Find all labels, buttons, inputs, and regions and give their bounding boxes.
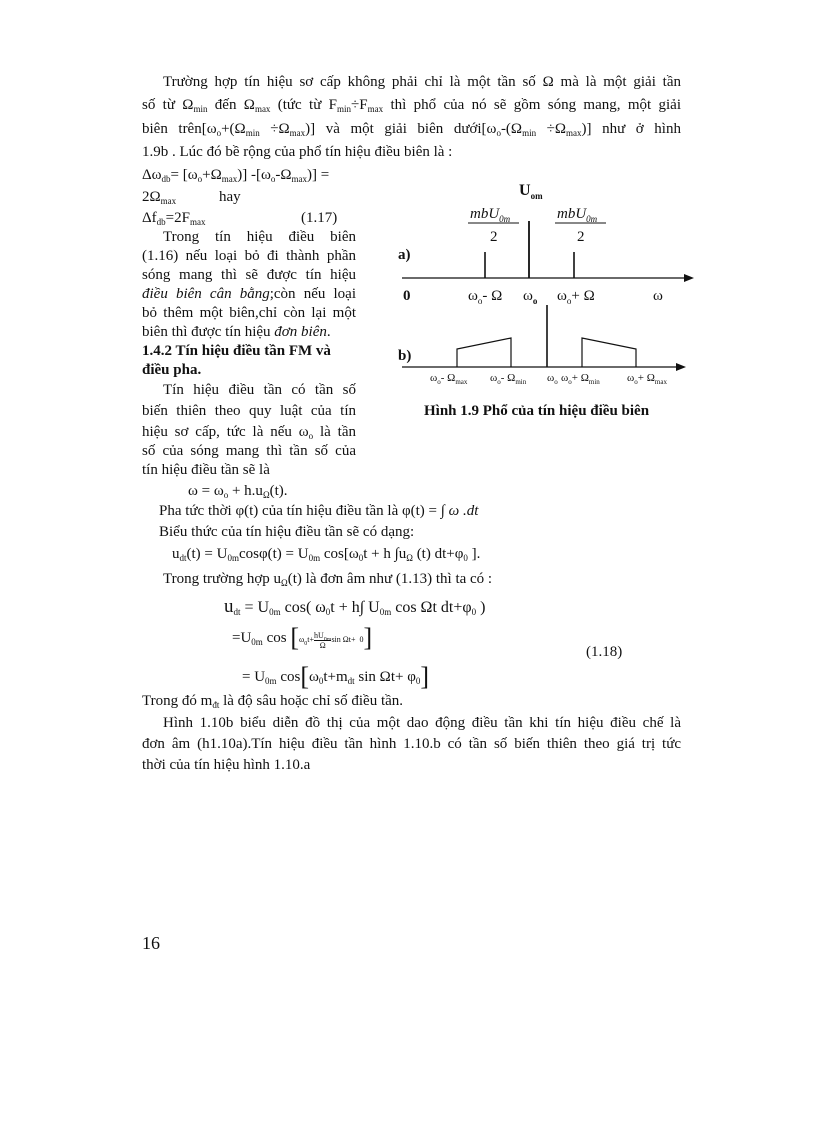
amp-label-left-den: 2 <box>490 229 498 245</box>
equation-number-117: (1.17) <box>301 210 338 226</box>
tone-case-line: Trong trường hợp $u_\Omega(t)$ là đơn âm như (1.13) thì ta có : <box>163 571 493 588</box>
left-p2-line1: Tín hiệu điều tần có tần số <box>163 382 356 398</box>
origin-label: 0 <box>403 288 411 304</box>
section-heading-line2: điều pha. <box>142 362 202 378</box>
upper-sideband-band <box>582 338 636 367</box>
left-p2-line4: số của sóng mang thì tần số của <box>142 443 356 459</box>
panel-b-axis-arrow <box>676 363 686 371</box>
amp-label-left-num: mbU$_{0m}$ <box>470 206 511 224</box>
udt-expression: $u_{dt}(t) = U_{0m}\cos\varphi(t) = U_{0m}$ $\cos[\omega_0t + h$ $\int u_\Omega$ (t) $dt+\varphi_0$ ]. <box>172 546 481 563</box>
left-p2-line5: tín hiệu điều tần sẽ là <box>142 462 270 478</box>
para1-line3: biên $trên[\omega_o+(\Omega_{min} \div\Omega_{max})]$ và một giải biên $dưới[\omega_o-(\Omega_{min} \div\Omega_{max})]$ như ở hình <box>142 121 681 138</box>
left-p1-line2: (1.16) nếu loại bỏ đi thành phần <box>142 248 356 264</box>
figure-caption: Hình 1.9 Phổ của tín hiệu điều biên <box>424 403 650 419</box>
formula-delta-omega: $\Delta\omega_{db}= [\omega_o+\Omega_{max})] -[\omega_o-\Omega_{max})$] = <box>142 167 330 184</box>
panel-a-axis-arrow <box>684 274 694 282</box>
tick-b-omega-minus-max: $\omega_o-$ $\Omega_{max}$ <box>430 372 468 386</box>
expression-intro: Biểu thức của tín hiệu điều tần sẽ có dạng: <box>159 524 415 540</box>
equation-number-118: (1.18) <box>586 644 623 660</box>
para1-line2: số từ $\Omega_{min}$ đến $\Omega_{max}$ (tức từ $F_{min}\div F_{max}$ thì phổ của nó sẽ gồm sóng mang, một giải <box>142 97 681 114</box>
eq-118-line1: $u_{dt} = U_{0m}$ cos( $\omega_0t + h\int$ $U_{0m}$ cos Ωt $dt+\varphi_0$ ) <box>224 596 486 617</box>
para1-line4: 1.9b . Lúc đó bề rộng của phổ tín hiệu điều biên là : <box>142 144 453 160</box>
closing-line1: Trong đó $m_{đt}$ là độ sâu hoặc chỉ số điều tần. <box>142 693 404 710</box>
tick-b-omega-plus-min: $\omega_o+ \Omega_{min}$ <box>561 372 600 386</box>
phase-line: Pha tức thời φ(t) của tín hiệu điều tần là φ(t) = ∫ ω .dt <box>159 503 479 519</box>
omega-equation: $\omega = \omega_o + h.u_\Omega(t)$. <box>188 483 288 500</box>
para1-line1: Trường hợp tín hiệu sơ cấp không phải chỉ là một tần số Ω mà là một giải tần <box>163 74 681 90</box>
uom-label: $U_{om}$ <box>519 182 543 201</box>
eq-118-line3: = $U_{0m}$ $\cos[\omega_0t+m_{dt}$ $\sin \Omega t+ \varphi_0$] <box>242 662 430 691</box>
tick-omega-minus: $\omega_o-$ Ω <box>468 288 503 306</box>
left-p1-line3: sóng mang thì sẽ được tín hiệu <box>142 267 356 283</box>
amp-label-right-num: mbU$_{0m}$ <box>557 206 598 224</box>
left-p1-line1: Trong tín hiệu điều biên <box>163 229 356 245</box>
tick-omega-0: $\omega_o$ <box>523 288 538 306</box>
left-p2-line2: biến thiên theo quy luật của tín <box>142 403 356 419</box>
left-p2-line3: hiệu sơ cấp, tức là nếu $\omega_o$ là tần <box>142 424 356 441</box>
formula-delta-f: $\Delta f_{db}=2F_{max}$ <box>142 210 206 227</box>
closing-line3: đơn âm (h1.10a).Tín hiệu điều tần hình 1.10.b có tần số biến thiên theo giá trị tức <box>142 736 681 752</box>
closing-line2: Hình 1.10b biểu diễn đồ thị của một dao động điều tần khi tín hiệu điều chế là <box>163 715 681 731</box>
formula-two-omega: $2\Omega_{max}$ <box>142 189 177 206</box>
panel-a-label: a) <box>398 247 411 263</box>
tick-omega: ω <box>653 288 663 304</box>
tick-omega-plus: $\omega_o+ \Omega$ <box>557 288 595 306</box>
page-number: 16 <box>142 933 160 953</box>
tick-b-omega-0: $\omega_o$ <box>547 372 558 386</box>
panel-b-label: b) <box>398 348 412 364</box>
left-p1-line4: điều biên cân bằng;còn nếu loại <box>142 286 356 302</box>
section-heading-line1: 1.4.2 Tín hiệu điều tần FM và <box>142 343 331 359</box>
eq-118-line2: $=U_{0m}$ $\cos [\omega_0t+$ $\frac{hU_{0m}}{\Omega}$ sin Ωt+ 0] <box>232 623 373 652</box>
left-p1-line6: biên thì được tín hiệu đơn biên. <box>142 324 331 340</box>
formula-hay: hay <box>219 189 241 205</box>
left-p1-line5: bỏ thêm một biên,chỉ còn lại một <box>142 305 356 321</box>
amp-label-right-den: 2 <box>577 229 585 245</box>
tick-b-omega-plus-max: $\omega_o+ \Omega_{max}$ <box>627 372 667 386</box>
lower-sideband-band <box>457 338 511 367</box>
tick-b-omega-minus-min: $\omega_o-$ $\Omega_{min}$ <box>490 372 527 386</box>
closing-line4: thời của tín hiệu hình 1.10.a <box>142 757 311 773</box>
